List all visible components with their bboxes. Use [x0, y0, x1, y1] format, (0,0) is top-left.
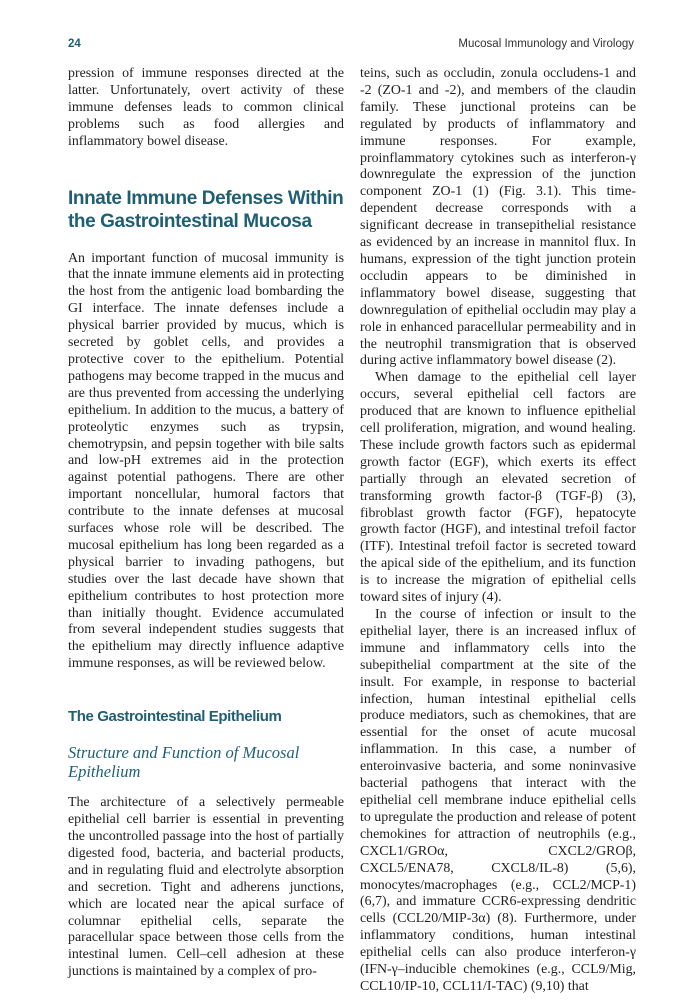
page-header [68, 38, 634, 56]
paragraph-innate-defenses: An important function of mucosal immunity is that the innate immune elements aid in protecting the host from the antigenic load bombarding the GI interface. The innate defenses include a physical barrier provided by mucus, which is secreted by goblet cells, and provides a protective cover to the epithelium. Potential pathogens may become trapped in the mucus and are thus prevented from accessing the underlying epithelium. In addition to the mucus, a battery of proteolytic enzymes such as trypsin, chemotrypsin, and pepsin together with bile salts and low-pH extremes aid in the protection against potential pathogens. There are other important noncellular, humoral factors that contribute to the innate defenses at mucosal surfaces whose role will be described. The mucosal epithelium has long been regarded as a physical barrier to invading pathogens, but studies over the last decade have shown that epithelium contributes to host protection more than initially thought. Evidence accumulated from several independent studies suggests that the epithelium may directly influence adaptive immune responses, as will be reviewed below. [68, 250, 344, 672]
left-column [68, 66, 344, 981]
subsection-title: The Gastrointestinal Epithelium [68, 708, 282, 726]
paragraph-continued: pression of immune responses directed at the latter. Unfortunately, overt activity of these immune defenses leads to common clinical problems such as food allergies and inflammatory bowel disease. [68, 66, 344, 149]
section-title: Innate Immune Defenses Within the Gastrointestinal Mucosa [68, 187, 344, 232]
paragraph-junctional-proteins: teins, such as occludin, zonula occludens-1 and -2 (ZO-1 and -2), and members of the claudin family. These junctional proteins can be regulated by products of inflammatory and immune responses. For example, proinflammatory cytokines such as interferon-γ downregulate the expression of the junction component ZO-1 (1) (Fig. 3.1). This time-dependent decrease corresponds with a significant decrease in transepithelial resistance as evidenced by an increase in mannitol flux. In humans, expression of the tight junction protein occludin appears to be diminished in inflammatory bowel disease, suggesting that downregulation of epithelial occludin may play a role in enhanced paracellular permeability and in the neutrophil transmigration that is observed during active inflammatory bowel disease (2). [360, 66, 636, 369]
paragraph-architecture: The architecture of a selectively permeable epithelial cell barrier is essential in preventing the uncontrolled passage into the host of partially digested food, bacteria, and bacterial products, and in regulating fluid and electrolyte absorption and secretion. Tight and adherens junctions, which are located near the apical surface of columnar epithelial cells, separate the paracellular space between those cells from the intestinal lumen. Cell–cell adhesion at these junctions is maintained by a complex of pro- [68, 795, 344, 980]
running-head: Mucosal Immunology and Virology [458, 38, 634, 50]
paragraph-epithelial-damage: When damage to the epithelial cell layer occurs, several epithelial cell factors are produced that are known to influence epithelial cell proliferation, migration, and wound healing. These include growth factors such as epidermal growth factor (EGF), which exerts its effect partially through an elevated secretion of transforming growth factor-β (TGF-β) (3), fibroblast growth factor (FGF), hepatocyte growth factor (HGF), and intestinal trefoil factor (ITF). Intestinal trefoil factor is secreted toward the apical side of the epithelium, and its function is to increase the migration of epithelial cells toward sites of injury (4). [360, 370, 636, 606]
page-number: 24 [68, 38, 81, 50]
subsubsection-title: Structure and Function of Mucosal Epithelium [68, 743, 300, 782]
right-column [360, 66, 636, 996]
paragraph-infection-response: In the course of infection or insult to the epithelial layer, there is an increased influx of immune and inflammatory cells into the subepithelial compartment at the site of the insult. For example, in response to bacterial infection, human intestinal epithelial cells produce mediators, such as chemokines, that are essential for the onset of acute mucosal inflammation. In this case, a number of enteroinvasive bacteria, and some noninvasive bacterial pathogens that interact with the epithelial cell membrane induce epithelial cells to upregulate the production and release of potent chemokines for attraction of neutrophils (e.g., CXCL1/GROα, CXCL2/GROβ, CXCL5/ENA78, CXCL8/IL-8) (5,6), monocytes/macrophages (e.g., CCL2/MCP-1) (6,7), and immature CCR6-expressing dendritic cells (CCL20/MIP-3α) (8). Furthermore, under inflammatory conditions, human intestinal epithelial cells can also produce interferon-γ (IFN-γ–inducible chemokines (e.g., CCL9/Mig, CCL10/IP-10, CCL11/I-TAC) (9,10) that [360, 607, 636, 994]
